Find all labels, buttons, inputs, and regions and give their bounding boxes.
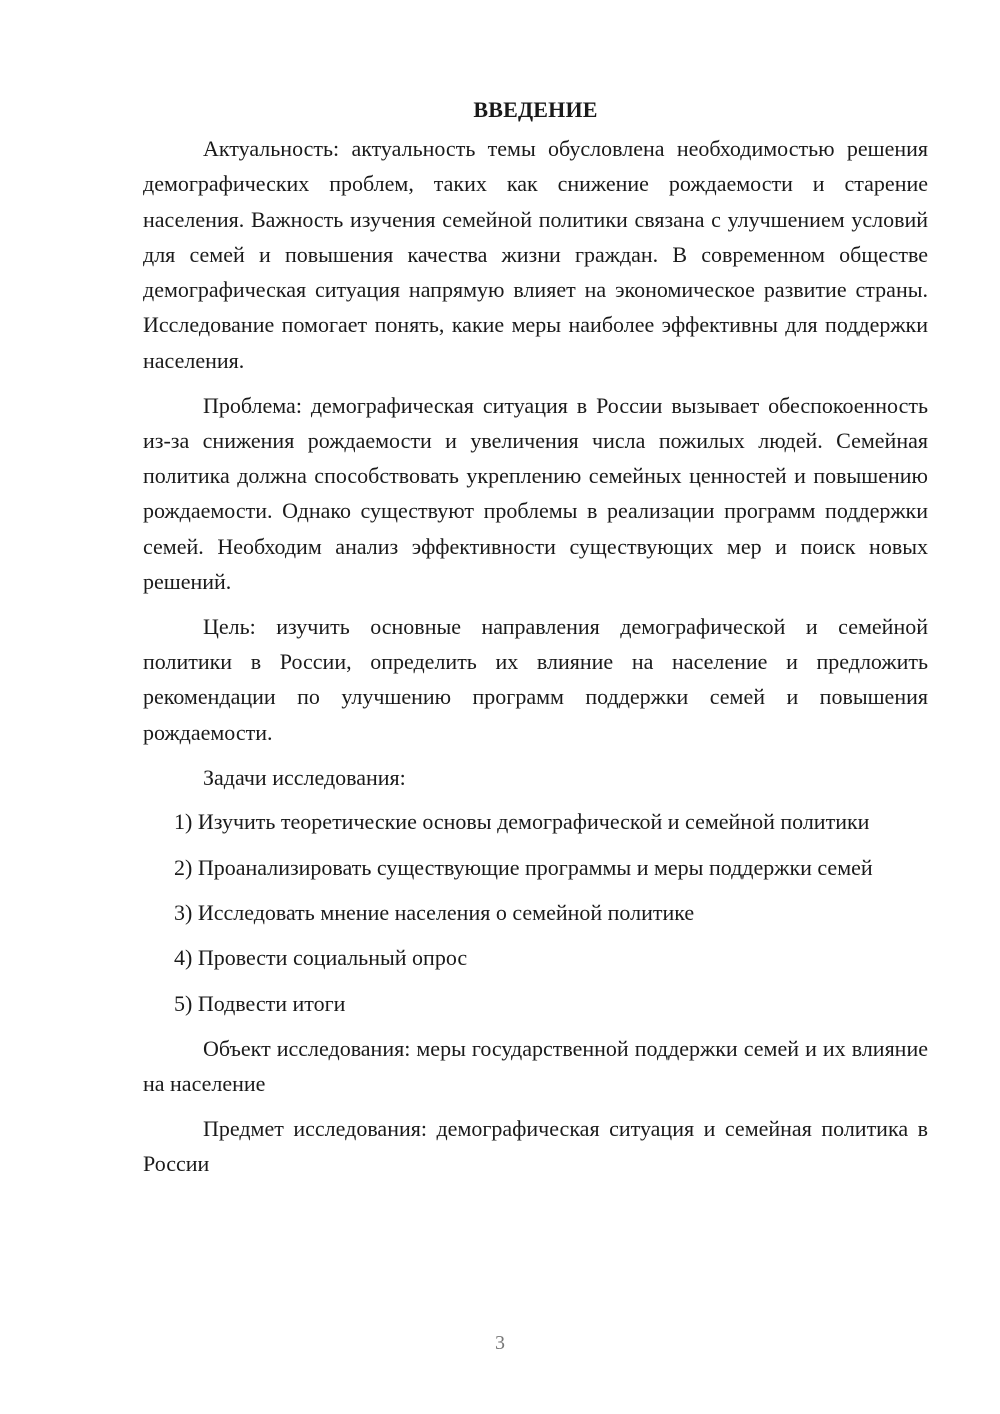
document-page [143,92,928,1191]
task-item-3: 3) Исследовать мнение населения о семейной политике [174,899,695,925]
task-item-1: 1) Изучить теоретические основы демографической и семейной политики [174,809,870,835]
paragraph-tasks-intro: Задачи исследования: [203,764,406,790]
paragraph-problem: Проблема: демографическая ситуация в России вызывает обеспокоенность из-за снижения рождаемости и увеличения числа пожилых людей. Семейная политика должна способствовать укреплению семейных ценностей и повышению рождаемости. Однако существуют проблемы в реализации программ поддержки семей. Необходим анализ эффективности существующих мер и поиск новых решений. [143,392,928,595]
paragraph-subject: Предмет исследования: демографическая ситуация и семейная политика в России [143,1115,928,1177]
task-item-2: 2) Проанализировать существующие программы и меры поддержки семей [174,854,873,880]
paragraph-object: Объект исследования: меры государственной поддержки семей и их влияние на население [143,1035,928,1097]
task-item-5: 5) Подвести итоги [174,990,346,1016]
paragraph-goal: Цель: изучить основные направления демографической и семейной политики в России, определить их влияние на население и предложить рекомендации по улучшению программ поддержки семей и повышения рождаемости. [143,613,928,745]
page-number: 3 [495,1332,505,1354]
paragraph-relevance: Актуальность: актуальность темы обусловлена необходимостью решения демографических проблем, таких как снижение рождаемости и старение населения. Важность изучения семейной политики связана с улучшением условий для семей и повышения качества жизни граждан. В современном обществе демографическая ситуация напрямую влияет на экономическое развитие страны. Исследование помогает понять, какие меры наиболее эффективны для поддержки населения. [143,136,928,373]
task-item-4: 4) Провести социальный опрос [174,945,468,971]
document-heading: ВВЕДЕНИЕ [473,97,598,122]
